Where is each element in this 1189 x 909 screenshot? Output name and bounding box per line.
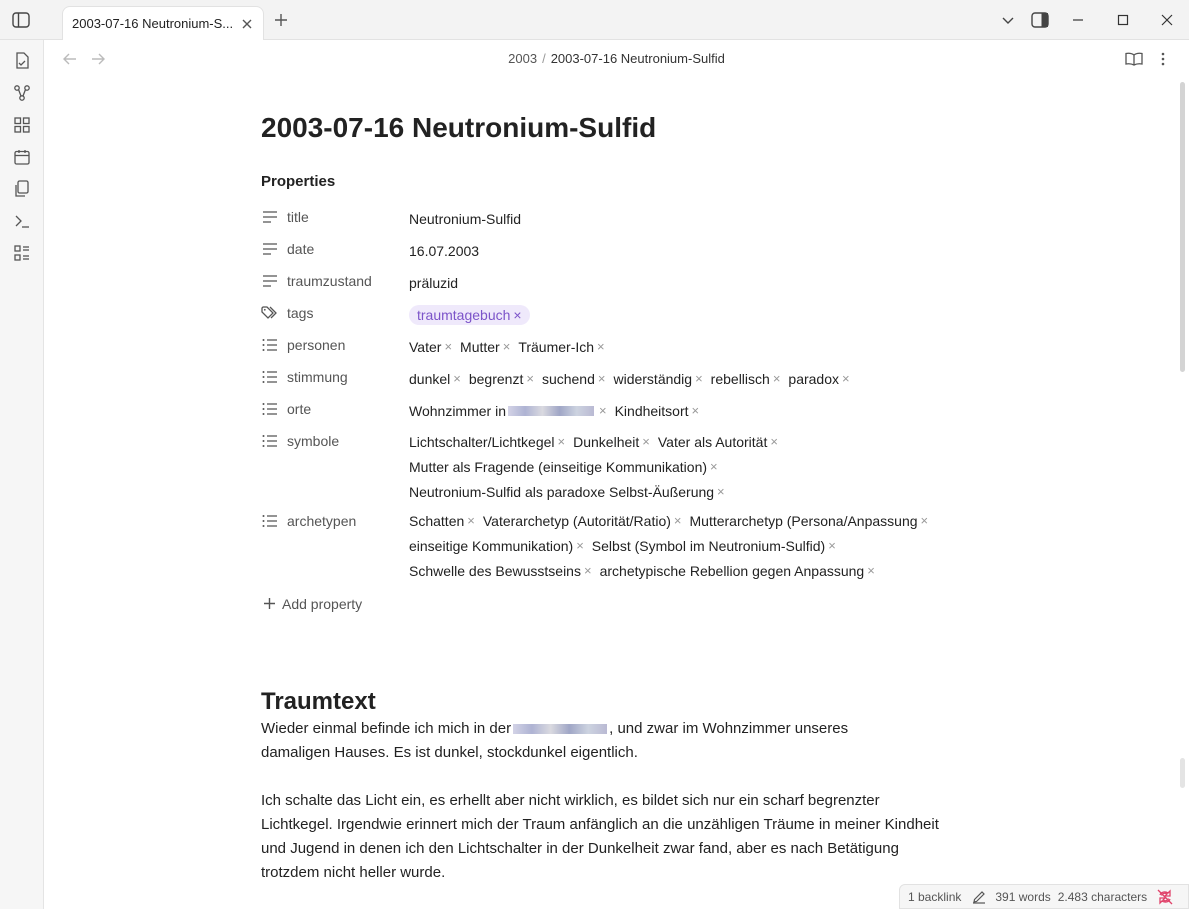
tags-icon — [261, 305, 279, 321]
list-chip[interactable]: Vaterarchetyp (Autorität/Ratio) × — [482, 512, 682, 529]
remove-icon[interactable]: × — [770, 434, 778, 449]
remove-icon[interactable]: × — [597, 339, 605, 354]
list-chip[interactable]: Mutterarchetyp (Persona/Anpassung × — [689, 512, 929, 529]
property-value[interactable] — [409, 302, 969, 327]
sync-off-icon[interactable] — [1157, 889, 1173, 905]
pencil-icon[interactable] — [971, 889, 987, 905]
list-chip[interactable]: suchend × — [541, 370, 606, 387]
redacted-text — [513, 724, 607, 734]
left-ribbon — [0, 40, 44, 909]
list-chip[interactable]: Dunkelheit × — [573, 433, 650, 450]
remove-icon[interactable]: × — [576, 538, 584, 553]
remove-icon[interactable]: × — [513, 306, 522, 323]
list-chip[interactable]: Wohnzimmer in × — [409, 402, 607, 419]
list-chip[interactable]: Lichtschalter/Lichtkegel × — [409, 433, 566, 450]
redacted-text — [508, 406, 594, 416]
terminal-icon[interactable] — [12, 211, 32, 231]
remove-icon[interactable]: × — [920, 513, 929, 528]
list-chip[interactable]: einseitige Kommunikation) × — [409, 537, 584, 554]
remove-icon[interactable]: × — [691, 403, 700, 418]
property-key[interactable]: archetypen — [261, 511, 401, 531]
maximize-icon[interactable] — [1113, 10, 1133, 30]
property-key[interactable]: traumzustand — [261, 271, 401, 291]
property-key[interactable]: symbole — [261, 431, 401, 451]
property-key[interactable]: date — [261, 239, 401, 259]
remove-icon[interactable]: × — [710, 459, 718, 474]
view-header — [44, 40, 1189, 78]
list-icon — [261, 513, 279, 529]
files-icon[interactable] — [12, 51, 32, 71]
list-icon — [261, 401, 279, 417]
property-value[interactable] — [409, 508, 969, 583]
plus-icon — [263, 597, 276, 611]
remove-icon[interactable]: × — [599, 403, 607, 418]
property-key[interactable]: title — [261, 207, 401, 227]
breadcrumb-folder[interactable]: 2003 — [508, 51, 538, 66]
remove-icon[interactable]: × — [828, 538, 836, 553]
breadcrumb-separator: / — [542, 51, 546, 66]
remove-icon[interactable]: × — [502, 339, 511, 354]
property-value[interactable] — [409, 366, 969, 391]
close-window-icon[interactable] — [1157, 10, 1177, 30]
remove-icon[interactable]: × — [695, 371, 703, 386]
list-chip[interactable]: paradox × — [788, 370, 850, 387]
book-open-icon[interactable] — [1125, 50, 1143, 68]
list-chip[interactable]: Mutter als Fragende (einseitige Kommunikation) × — [409, 458, 718, 475]
copy-icon[interactable] — [12, 179, 32, 199]
list-icon — [261, 369, 279, 385]
property-key[interactable]: personen — [261, 335, 401, 355]
property-value[interactable] — [409, 398, 969, 423]
list-chip[interactable]: rebellisch × — [710, 370, 781, 387]
list-chip[interactable]: archetypische Rebellion gegen Anpassung × — [599, 562, 875, 579]
remove-icon[interactable]: × — [597, 371, 606, 386]
scrollbar-marker — [1180, 758, 1185, 788]
breadcrumb-current[interactable]: 2003-07-16 Neutronium-Sulfid — [550, 51, 725, 66]
word-count[interactable]: 391 words — [995, 889, 1051, 904]
scrollbar[interactable] — [1178, 78, 1186, 888]
status-bar — [899, 884, 1189, 909]
title-bar — [0, 0, 1189, 40]
property-value[interactable]: 16.07.2003 — [409, 242, 480, 259]
property-key[interactable]: stimmung — [261, 367, 401, 387]
character-count[interactable]: 2.483 characters — [1057, 889, 1148, 904]
list-chip[interactable]: Vater als Autorität × — [657, 433, 778, 450]
list-chip[interactable]: Selbst (Symbol im Neutronium-Sulfid) × — [591, 537, 836, 554]
note-title[interactable]: 2003-07-16 Neutronium-Sulfid — [261, 112, 657, 143]
text-lines-icon — [261, 241, 279, 257]
plus-icon[interactable] — [272, 11, 290, 29]
property-value[interactable] — [409, 429, 969, 504]
properties-heading[interactable]: Properties — [261, 173, 336, 190]
remove-icon[interactable]: × — [453, 371, 461, 386]
list-icon — [261, 433, 279, 449]
list-icon[interactable] — [12, 243, 32, 263]
add-property-button[interactable]: Add property — [263, 596, 362, 612]
remove-icon[interactable]: × — [673, 513, 682, 528]
list-icon — [261, 337, 279, 353]
remove-icon[interactable]: × — [444, 339, 453, 354]
paragraph[interactable]: Ich schalte das Licht ein, es erhellt aber nicht wirklich, es bildet sich nur ein scharf begrenzter Lichtkegel. Irgendwie erinnert mich der Traum anfänglich an die unzähligen Träume in meiner Kindheit und Jugend in denen ich den Lichtschalter in der Dunkelheit zwar fand, aber es nach Betätigung trotzdem nicht heller wurde. — [261, 792, 939, 881]
remove-icon[interactable]: × — [557, 434, 566, 449]
property-value[interactable]: präluzid — [409, 274, 459, 291]
tag-pill[interactable]: traumtagebuch × — [409, 305, 530, 325]
property-value[interactable]: Neutronium-Sulfid — [409, 210, 522, 227]
list-chip[interactable]: dunkel × — [409, 370, 461, 387]
text-lines-icon — [261, 209, 279, 225]
scrollbar-thumb[interactable] — [1180, 82, 1185, 372]
breadcrumb — [44, 51, 1189, 66]
remove-icon[interactable]: × — [867, 563, 875, 578]
remove-icon[interactable]: × — [526, 371, 534, 386]
remove-icon[interactable]: × — [842, 371, 850, 386]
more-vertical-icon[interactable] — [1154, 50, 1172, 68]
canvas-icon[interactable] — [12, 115, 32, 135]
calendar-icon[interactable] — [12, 147, 32, 167]
property-value[interactable] — [409, 334, 969, 359]
minimize-icon[interactable] — [1068, 10, 1088, 30]
list-chip[interactable]: Kindheitsort × — [614, 402, 700, 419]
right-sidebar-icon[interactable] — [1030, 10, 1050, 30]
list-chip[interactable]: Neutronium-Sulfid als paradoxe Selbst-Äußerung × — [409, 483, 725, 500]
remove-icon[interactable]: × — [717, 484, 725, 499]
backlinks-count[interactable]: 1 backlink — [908, 889, 962, 904]
property-key[interactable]: tags — [261, 303, 401, 323]
close-icon[interactable] — [239, 16, 255, 32]
remove-icon[interactable]: × — [772, 371, 781, 386]
remove-icon[interactable]: × — [583, 563, 592, 578]
list-chip[interactable]: Träumer-Ich × — [518, 338, 605, 355]
remove-icon[interactable]: × — [467, 513, 475, 528]
property-key[interactable]: orte — [261, 399, 401, 419]
list-chip[interactable]: Schwelle des Bewusstseins × — [409, 562, 592, 579]
list-chip[interactable]: Mutter × — [460, 338, 511, 355]
tab-active-note[interactable] — [62, 6, 264, 40]
tab-title: 2003-07-16 Neutronium-S... — [72, 16, 234, 31]
text-lines-icon — [261, 273, 279, 289]
paragraph[interactable]: Wieder einmal befinde ich mich in der , und zwar im Wohnzimmer unseres damaligen Hauses. Es ist dunkel, stockdunkel eigentlich. — [261, 720, 849, 761]
list-chip[interactable]: Vater × — [409, 338, 453, 355]
chevron-down-icon[interactable] — [998, 10, 1018, 30]
graph-icon[interactable] — [12, 83, 32, 103]
list-chip[interactable]: begrenzt × — [468, 370, 534, 387]
sidebar-toggle-icon[interactable] — [10, 10, 32, 30]
section-heading[interactable]: Traumtext — [261, 688, 376, 715]
remove-icon[interactable]: × — [642, 434, 650, 449]
list-chip[interactable]: widerständig × — [613, 370, 703, 387]
list-chip[interactable]: Schatten × — [409, 512, 475, 529]
